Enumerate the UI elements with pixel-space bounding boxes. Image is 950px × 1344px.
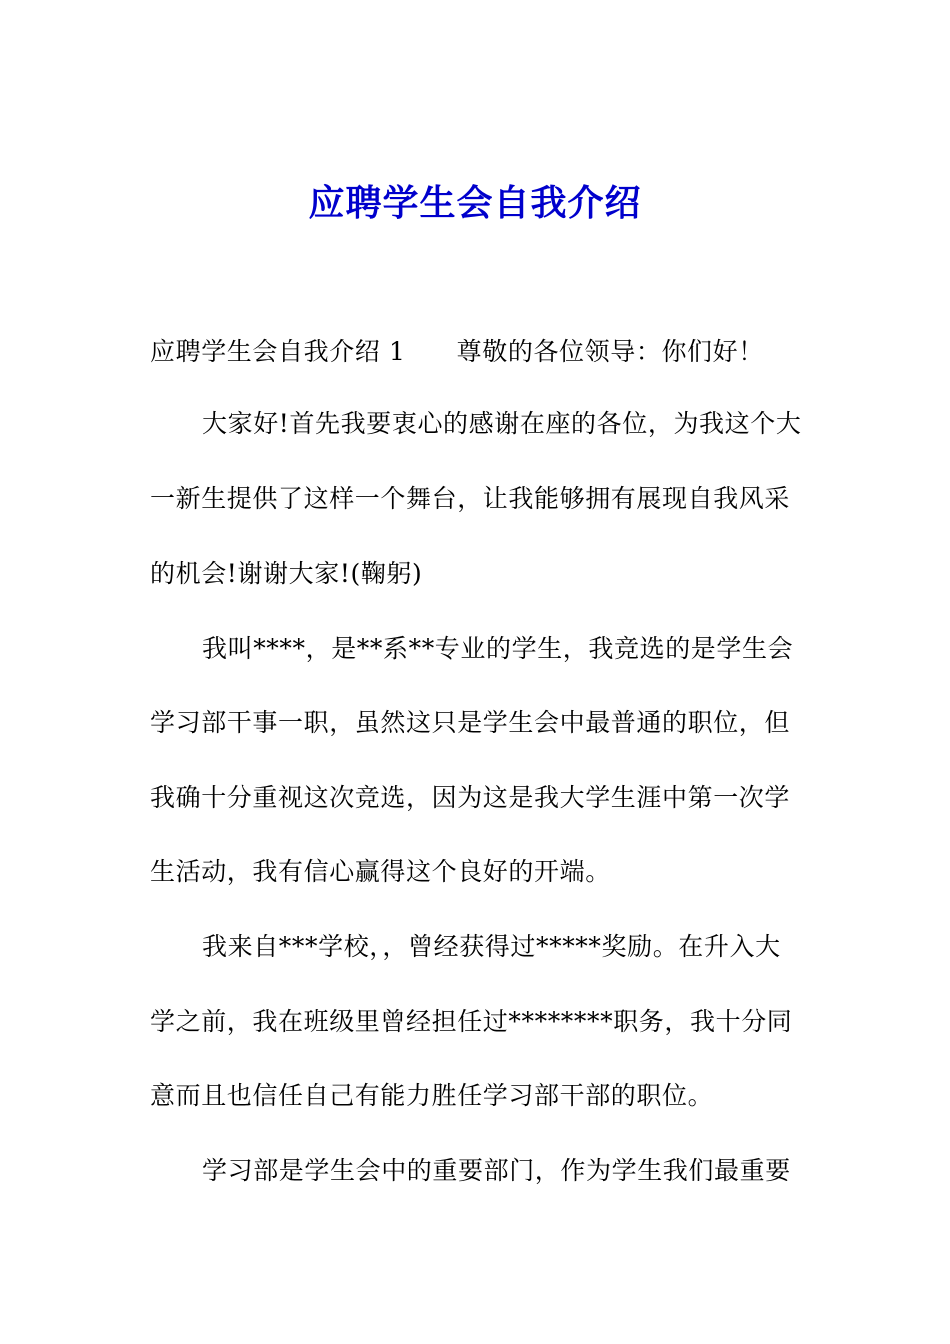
text-line: 我确十分重视这次竞选，因为这是我大学生涯中第一次学: [150, 783, 791, 812]
text-line: 学习部干事一职，虽然这只是学生会中最普通的职位，但: [150, 708, 791, 737]
text-line: 的机会!谢谢大家!(鞠躬): [150, 559, 423, 588]
text-line: 应聘学生会自我介绍 1 尊敬的各位领导：你们好！: [150, 337, 764, 366]
text-line: 我来自***学校，，曾经获得过*****奖励。在升入大: [202, 932, 781, 961]
text-line: 意而且也信任自己有能力胜任学习部干部的职位。: [150, 1081, 714, 1110]
document-title: 应聘学生会自我介绍: [308, 182, 642, 224]
text-line: 学之前，我在班级里曾经担任过********职务，我十分同: [150, 1007, 793, 1036]
text-line: 学习部是学生会中的重要部门，作为学生我们最重要: [202, 1156, 791, 1185]
text-line: 大家好!首先我要衷心的感谢在座的各位，为我这个大: [202, 409, 802, 438]
text-line: 生活动，我有信心赢得这个良好的开端。: [150, 857, 611, 886]
text-line: 我叫****，是**系**专业的学生，我竞选的是学生会: [202, 634, 794, 663]
text-line: 一新生提供了这样一个舞台，让我能够拥有展现自我风采: [150, 484, 791, 513]
